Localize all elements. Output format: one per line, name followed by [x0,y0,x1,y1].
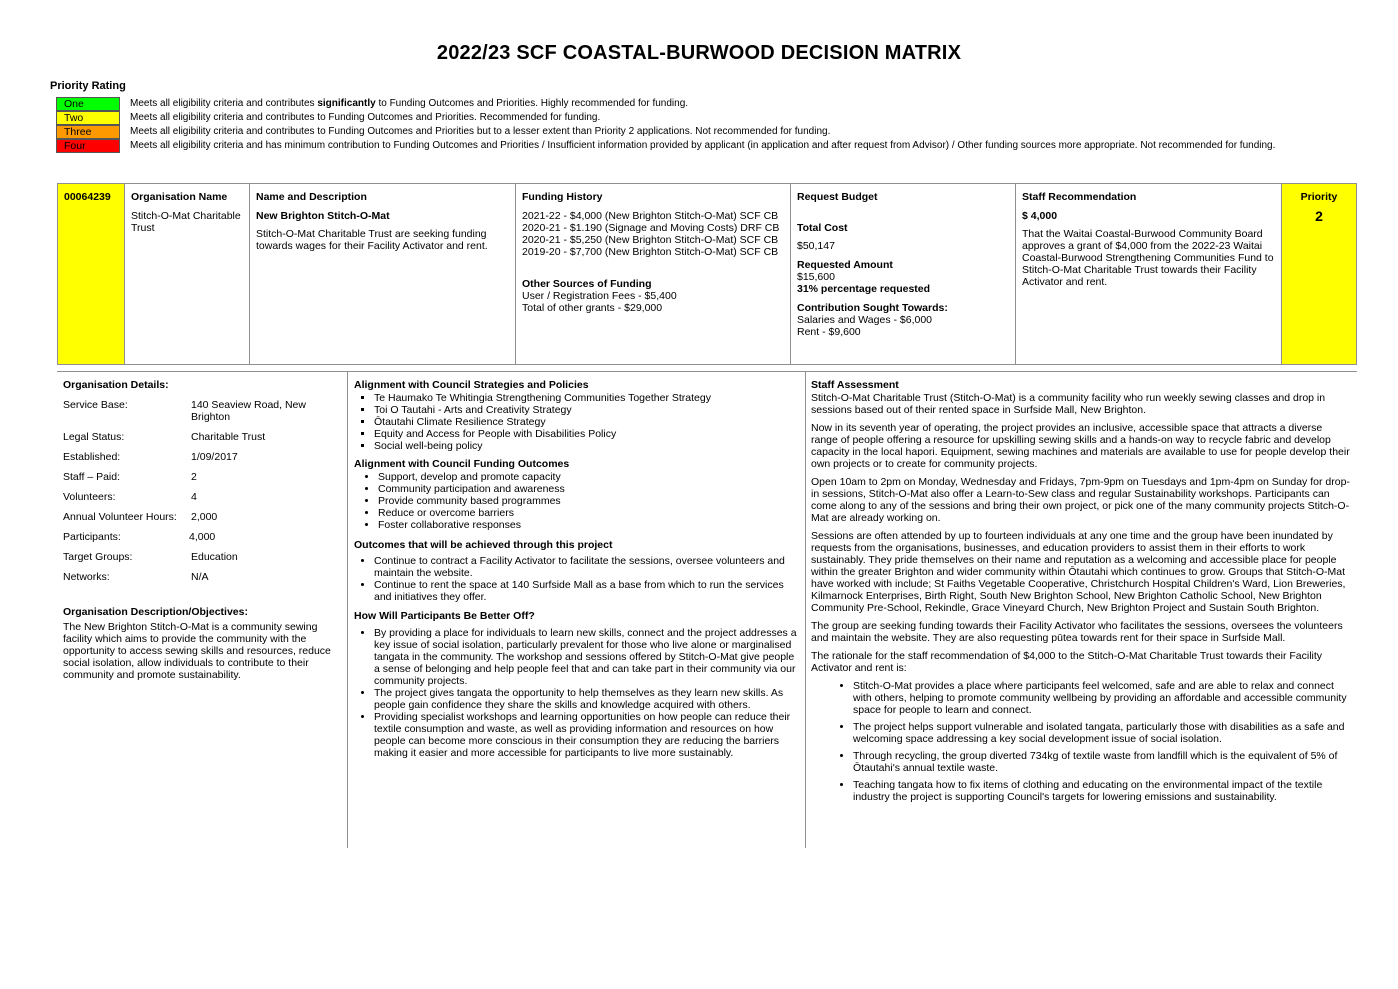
detail-row [63,511,341,523]
strategy-item: ▪ Equity and Access for People with Disabilities Policy [374,428,797,440]
assessment-paragraph: The group are seeking funding towards their Facility Activator who facilitates the sessions, oversees the volunteers and maintain the website. They are also requesting pūtea towards rent for their space in Surfside Mall. [811,620,1343,644]
detail-value: 140 Seaview Road, New Brighton [191,399,306,423]
name-description-header: Name and Description [256,191,367,203]
priority-legend-row [56,97,1346,111]
detail-row [63,531,341,543]
assessment-paragraph: Stitch-O-Mat Charitable Trust (Stitch-O-Mat) is a community facility who run weekly sewing classes and drop in sessions based out of their rented space in Surfside Mall, New Brighton. [811,392,1326,416]
detail-value: Education [191,551,238,563]
project-name: New Brighton Stitch-O-Mat [256,210,390,222]
priority-legend [56,97,1346,153]
staff-assessment-panel [806,372,1357,848]
contribution-label: Contribution Sought Towards: [797,302,948,314]
strategies-title: Alignment with Council Strategies and Policies [354,379,589,391]
priority-desc-two: Meets all eligibility criteria and contributes to Funding Outcomes and Priorities. Recommended for funding. [130,112,601,123]
priority-header: Priority [1300,191,1338,203]
priority-legend-row [56,111,1346,125]
funding-history-item: 2019-20 - $7,700 (New Brighton Stitch-O-Mat) SCF CB [522,246,779,258]
organisation-description-title: Organisation Description/Objectives: [63,606,248,618]
detail-row [63,431,341,443]
priority-rating-title: Priority Rating [50,80,126,92]
detail-label: Volunteers: [63,491,116,503]
rationale-item: • Stitch-O-Mat provides a place where participants feel welcomed, safe and are able to relax and connect with others, helping to promote community wellbeing by providing an affordable and accessible community space for people to learn and connect. [853,680,1351,716]
detail-value: 4 [191,491,197,503]
page-title: 2022/23 SCF COASTAL-BURWOOD DECISION MATRIX [436,42,962,64]
assessment-paragraph: Now in its seventh year of operating, the project provides an inclusive, accessible space that attracts a diverse range of people offering a resource for upskilling sewing skills and a hands-on way to recycle fabric and develop capacity in the local hapori. Equipment, sewing machines and materials are available to use for people develop their own projects or to create for community projects. [811,422,1350,470]
detail-row [63,451,341,463]
contribution-item: Rent - $9,600 [797,326,861,338]
outcome-achieved-item: • Continue to contract a Facility Activator to facilitate the sessions, oversee volunteers and maintain the website. [374,555,797,579]
funding-history-header: Funding History [522,191,603,203]
strategies-list [354,392,797,452]
priority-legend-row [56,139,1346,153]
strategy-item: ▪ Social well-being policy [374,440,797,452]
alignment-panel [348,372,806,848]
priority-legend-row [56,125,1346,139]
detail-value: 4,000 [189,531,216,543]
strategy-item: ▪ Ōtautahi Climate Resilience Strategy [374,416,797,428]
outcomes-achieved-list [354,555,797,603]
detail-value: 2 [191,471,197,483]
better-off-item: • By providing a place for individuals to learn new skills, connect and the project addresses a key issue of social isolation, particularly prevalent for those who live alone or marginalised tangata in the community. The workshop and sessions offered by Stitch-O-Mat give people a sense of belonging and help people feel that and can take part in their community via our community projects. [374,627,797,687]
funding-outcome-item: • Foster collaborative responses [378,519,797,531]
strategy-item: ▪ Toi O Tautahi - Arts and Creativity Strategy [374,404,797,416]
rationale-item: • The project helps support vulnerable and isolated tangata, particularly those with disabilities as a safe and welcoming space addressing a key social development issue of social isolation. [853,721,1351,745]
staff-assessment-title: Staff Assessment [811,379,899,391]
detail-label: Legal Status: [63,431,125,443]
staff-recommendation-text: That the Waitai Coastal-Burwood Community Board approves a grant of $4,000 from the 2022-23 Waitai Coastal-Burwood Strengthening Communities Fund to Stitch-O-Mat Charitable Trust towards their Facility Activator and rent. [1022,228,1274,288]
project-description: Stitch-O-Mat Charitable Trust are seeking funding towards wages for their Facility Activator and rent. [256,228,488,252]
detail-label: Networks: [63,571,110,583]
staff-recommendation-column [1016,184,1282,364]
outcomes-achieved-title: Outcomes that will be achieved through this project [354,539,613,551]
staff-recommended-amount: $ 4,000 [1022,210,1058,222]
name-description-column [250,184,516,364]
priority-value: 2 [1315,208,1323,224]
detail-value: Charitable Trust [191,431,266,443]
organisation-column [125,184,250,364]
priority-swatch-three: Three [56,125,120,139]
funding-outcome-item: • Reduce or overcome barriers [378,507,797,519]
percentage-requested: 31% percentage requested [797,283,931,295]
detail-row [63,551,341,563]
assessment-paragraph: Open 10am to 2pm on Monday, Wednesday and Fridays, 7pm-9pm on Tuesdays and 1pm-4pm on Sunday for drop-in sessions, Stitch-O-Mat also offer a Learn-to-Sew class and regular Sustainability workshops. Participants can come along to any of the sessions and bring their own project, or pick one of the many community projects Stitch-O-Mat are already working on. [811,476,1350,524]
requested-amount-value: $15,600 [797,271,835,283]
details-section [57,372,1357,848]
request-budget-column [791,184,1016,364]
detail-row [63,471,341,483]
other-source-item: Total of other grants - $29,000 [522,302,663,314]
organisation-header: Organisation Name [131,191,228,203]
funding-history-item: 2020-21 - $5,250 (New Brighton Stitch-O-Mat) SCF CB [522,234,779,246]
funding-outcomes-title: Alignment with Council Funding Outcomes [354,458,570,470]
funding-history-column [516,184,791,364]
strategy-item: ▪ Te Haumako Te Whitingia Strengthening Communities Together Strategy [374,392,797,404]
better-off-title: How Will Participants Be Better Off? [354,610,535,622]
better-off-list [354,627,797,759]
detail-value: N/A [191,571,209,583]
detail-value: 2,000 [191,511,218,523]
better-off-item: • Providing specialist workshops and learning opportunities on how people can reduce their textile consumption and waste, as well as providing information and resources on how people can become more conscious in their consumption they are reducing the barriers making it easier and more accessible for participants to live more sustainably. [374,711,797,759]
organisation-details-panel [57,372,348,848]
funding-outcome-item: • Support, develop and promote capacity [378,471,797,483]
organisation-description: The New Brighton Stitch-O-Mat is a community sewing facility which aims to provide the community with the opportunity to access sewing skills and resources, reduce social isolation, allow individuals to contribute to their community and promote sustainability. [63,621,331,681]
assessment-paragraph: Sessions are often attended by up to fourteen individuals at any one time and the group have been inundated by requests from the organisations, businesses, and education providers to assist them in their efforts to work sustainably. They pride themselves on their name and reputation as a welcoming and accessible place for people within the greater Brighton and wider community within Ōtautahi which continues to grow. Groups that Stitch-O-Mat have worked with include; St Faiths Vegetable Cooperative, Christchurch Hospital Children's Ward, Lion Breweries, Kilmarnock Enterprises, Birth Right, South New Brighton School, New Brighton Catholic School, New Brighton Community Pre-School, Rekindle, Grace Vineyard Church, New Brighton Project and Sustain South Brighton. [811,530,1346,614]
organisation-details-title: Organisation Details: [63,379,169,391]
priority-column [1282,184,1356,364]
total-cost-value: $50,147 [797,240,835,252]
detail-label: Staff – Paid: [63,471,121,483]
requested-amount-label: Requested Amount [797,259,893,271]
detail-row [63,571,341,583]
funding-outcome-item: • Community participation and awareness [378,483,797,495]
priority-desc-one: Meets all eligibility criteria and contributes significantly to Funding Outcomes and Priorities. Highly recommended for funding. [130,98,689,109]
funding-outcome-item: • Provide community based programmes [378,495,797,507]
rationale-list [811,680,1351,803]
better-off-item: • The project gives tangata the opportunity to help themselves as they learn new skills. As people gain confidence they share the skills and knowledge acquired with others. [374,687,797,711]
funding-outcomes-list [354,471,797,531]
funding-history-item: 2021-22 - $4,000 (New Brighton Stitch-O-Mat) SCF CB [522,210,779,222]
contribution-item: Salaries and Wages - $6,000 [797,314,933,326]
rationale-item: • Teaching tangata how to fix items of clothing and educating on the environmental impact of the textile industry the project is supporting Council's targets for lowering emissions and sustainability. [853,779,1351,803]
outcome-achieved-item: • Continue to rent the space at 140 Surfside Mall as a base from which to run the services and initiatives they offer. [374,579,797,603]
detail-label: Service Base: [63,399,128,411]
application-id: 00064239 [58,184,125,364]
detail-label: Annual Volunteer Hours: [63,511,177,523]
detail-row [63,491,341,503]
detail-label: Target Groups: [63,551,133,563]
priority-swatch-two: Two [56,111,120,125]
detail-row [63,399,341,423]
detail-value: 1/09/2017 [191,451,238,463]
priority-swatch-four: Four [56,139,120,153]
priority-desc-four: Meets all eligibility criteria and has minimum contribution to Funding Outcomes and Priorities / Insufficient information provided by applicant (in application and after request from Advisor) / Other funding sources more appropriate. Not recommended for funding. [130,140,1276,151]
priority-desc-three: Meets all eligibility criteria and contributes to Funding Outcomes and Priorities but to a lesser extent than Priority 2 applications. Not recommended for funding. [130,126,831,137]
other-sources-header: Other Sources of Funding [522,278,652,290]
request-budget-header: Request Budget [797,191,878,203]
rationale-item: • Through recycling, the group diverted 734kg of textile waste from landfill which is the equivalent of 5% of Ōtautahi's annual textile waste. [853,750,1351,774]
detail-label: Participants: [63,531,121,543]
funding-history-item: 2020-21 - $1.190 (Signage and Moving Costs) DRF CB [522,222,780,234]
detail-label: Established: [63,451,121,463]
total-cost-label: Total Cost [797,222,848,234]
decision-matrix-row [57,183,1357,365]
organisation-name: Stitch-O-Mat Charitable Trust [131,210,241,234]
assessment-paragraph: The rationale for the staff recommendation of $4,000 to the Stitch-O-Mat Charitable Trust towards their Facility Activator and rent is: [811,650,1323,674]
priority-swatch-one: One [56,97,120,111]
staff-recommendation-header: Staff Recommendation [1022,191,1137,203]
other-source-item: User / Registration Fees - $5,400 [522,290,677,302]
